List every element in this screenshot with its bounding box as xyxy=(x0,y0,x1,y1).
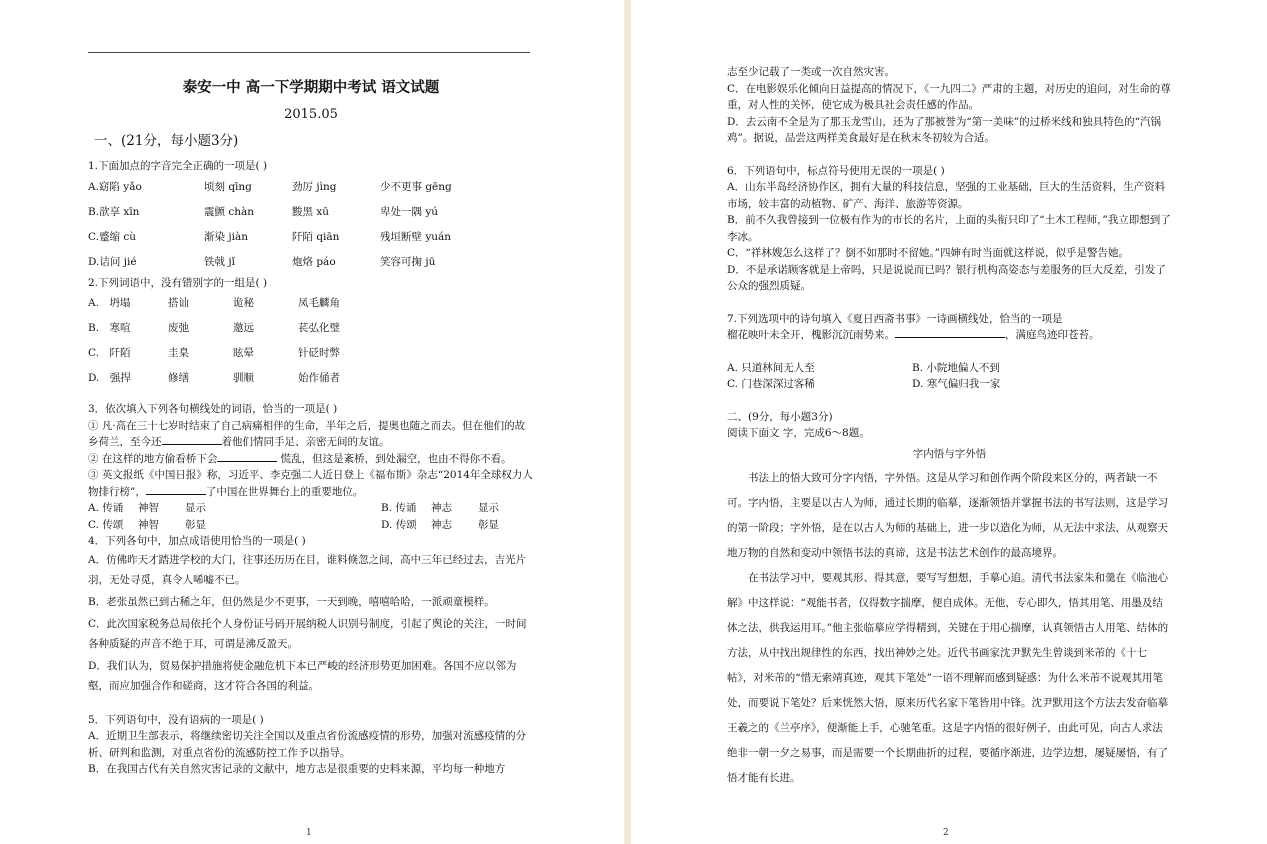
question-4-stem: 4．下列各句中，加点成语使用恰当的一项是( ) xyxy=(88,535,306,547)
q1-c2: 渐染 jiàn xyxy=(204,230,248,243)
q3-opt: 神智 xyxy=(138,502,159,514)
page-2 xyxy=(631,0,1267,844)
question-6-option-b: B．前不久我曾接到一位极有作为的市长的名片，上面的头衔只印了“土木工程师，”我立即想到了李冰。 xyxy=(727,214,1171,243)
q2-a3: 诡秘 xyxy=(233,297,254,309)
q2-b1: B. 寒喧 xyxy=(88,322,131,334)
q3-opt: C. 传颂 xyxy=(88,518,124,531)
question-7-options xyxy=(727,360,1172,393)
q2-c2: 圭臬 xyxy=(168,347,189,359)
question-6-option-c: C．“祥林嫂怎么这样了？倒不如那时不留她。”四婶有时当面就这样说，似乎是警告她。 xyxy=(727,247,1130,259)
q2-c4: 针砭时弊 xyxy=(298,347,340,359)
question-5-option-b-cont: 志至少记载了一类或一次自然灾害。 xyxy=(727,66,895,78)
q1-a4: 少不更事 gēng xyxy=(380,180,452,193)
header-rule xyxy=(88,52,530,53)
q2-d1: D. 强捍 xyxy=(88,372,131,384)
q1-a3: 劲厉 jìng xyxy=(292,180,337,193)
page-2-content xyxy=(727,64,1172,791)
q1-d1: D.诘问 jié xyxy=(88,255,137,268)
q3-opt: D. 传颂 xyxy=(381,518,417,531)
page-1 xyxy=(0,0,624,844)
q2-a4: 凤毛麟角 xyxy=(298,297,340,309)
q3-opt: 显示 xyxy=(478,502,499,514)
question-3-stem: 3．依次填入下列各句横线处的词语，恰当的一项是( ) xyxy=(88,403,338,415)
q1-d2: 铁戟 jǐ xyxy=(204,255,235,268)
q2-a2: 搭讪 xyxy=(168,297,189,309)
section-heading-2: 二、(9分，每小题3分) xyxy=(727,410,833,423)
question-3-options xyxy=(88,500,534,533)
fill-blank xyxy=(895,327,1005,338)
page-1-content xyxy=(88,64,534,778)
q1-b1: B.歆享 xīn xyxy=(88,205,140,218)
q3-opt: 彰显 xyxy=(185,518,206,531)
question-1-stem: 1.下面加点的字音完全正确的一项是( ) xyxy=(88,160,268,172)
q2-d3: 驯顺 xyxy=(233,372,254,384)
q3-opt: B. 传诵 xyxy=(381,502,417,514)
q3-opt: 神志 xyxy=(431,502,452,514)
q7-option-d: D. 寒气偏归我一家 xyxy=(912,378,1001,390)
q2-b2: 废弛 xyxy=(168,322,189,334)
page-number: 1 xyxy=(306,828,312,838)
question-6-stem: 6．下列语句中，标点符号使用无误的一项是( ) xyxy=(727,164,945,177)
q2-c3: 眩晕 xyxy=(233,347,254,359)
q3-opt: 神智 xyxy=(138,518,159,531)
q1-c4: 残垣断壁 yuán xyxy=(380,230,452,243)
q1-b2: 震颤 chàn xyxy=(204,205,255,218)
q1-c1: C.蹙缩 cù xyxy=(88,230,136,243)
q7-option-b: B. 小院地偏人不到 xyxy=(912,361,1000,374)
q3-opt: 神志 xyxy=(431,518,452,531)
question-3-sentence-3: ③ 英文报纸《中国日报》称，习近平、李克强二人近日登上《福布斯》杂志“2014年全球权力人物排行榜”， 了中国在世界舞台上的重要地位。 xyxy=(88,469,533,498)
question-5-option-b: B．在我国古代有关自然灾害记录的文献中，地方志是很重要的史料来源，平均每一种地方 xyxy=(88,763,506,775)
q3-opt: 彰显 xyxy=(478,518,499,531)
question-5-option-d: D．去云南不全是为了那玉龙雪山，还为了那被誉为“第一美味”的过桥米线和独具特色的“汽锅鸡”。据说，品尝这两样美食最好是在秋末冬初较为合适。 xyxy=(727,115,1162,144)
q2-a1: A. 坍塌 xyxy=(88,297,131,309)
question-1-options xyxy=(88,175,534,275)
q3-opt: 显示 xyxy=(185,502,206,514)
q1-d3: 炮烙 páo xyxy=(292,255,336,268)
exam-date: 2015.05 xyxy=(284,107,338,122)
question-5-option-a: A．近期卫生部表示，将继续密切关注全国以及重点省份流感疫情的形势，加强对流感疫情的分析、研判和监测，对重点省份的流感防控工作予以指导。 xyxy=(88,730,527,759)
q7-option-c: C. 门巷深深过客稀 xyxy=(727,378,815,390)
q2-d2: 修缮 xyxy=(168,372,189,384)
question-4-option-a: A．仿佛昨天才踏进学校的大门，往事还历历在目，谁料倏忽之间，高中三年已经过去，吉光片羽，无处寻觅，真令人唏嘘不已。 xyxy=(88,553,527,586)
exam-title: 泰安一中 高一下学期期中考试 语文试题 xyxy=(182,79,440,96)
q2-b3: 邀远 xyxy=(233,322,254,334)
question-4-option-b: B．老张虽然已到古稀之年，但仍然是少不更事，一天到晚，嘻嘻哈哈，一派顽童模样。 xyxy=(88,595,495,608)
q1-b3: 黢黑 xū xyxy=(292,205,330,218)
q2-c1: C. 阡陌 xyxy=(88,347,131,359)
question-2-options xyxy=(88,291,534,391)
question-5-option-c: C．在电影娱乐化倾向日益提高的情况下，《一九四二》严肃的主题，对历史的追问，对生命的尊重，对人性的关怀，使它成为极具社会责任感的作品。 xyxy=(727,82,1171,111)
q7-option-a: A. 只道林间无人至 xyxy=(727,361,815,374)
q2-b4: 苌弘化璧 xyxy=(298,322,340,334)
article-paragraph-2: 在书法学习中，要观其形、得其意，要写写想想，手摹心追。清代书法家朱和羹在《临池心解》中这样说：“观能书者，仅得数字揣摩，便自成体。无他，专心即久，悟其用笔、用墨及结体之法，供我运用耳。”他主张临摹应学得精到，关键在于用心揣摩，认真领悟古人用笔、结体的方法，从中找出规律性的东西，找出神妙之处。近代书画家沈尹默先生曾谈到米芾的《十七帖》，对米芾的“惜无索靖真迹，观其下笔处”一语不理解而感到疑惑：为什么米芾不说观其用笔处，而要说下笔处？后来恍然大悟，原来历代名家下笔皆用中锋。沈尹默用这个方法去发奋临摹王羲之的《兰亭序》，便渐能上手，心驰笔重。这是字内悟的很好例子，由此可见，向古人求法绝非一朝一夕之易事，而是需要一个长期曲折的过程，要循序渐进，边学边想，屡疑屡悟，有了悟才能有长进。 xyxy=(727,572,1169,784)
page-number: 2 xyxy=(943,828,949,838)
question-4-option-c: C．此次国家税务总局依托个人身份证号码开展纳税人识别号制度，引起了舆论的关注，一时间各种质疑的声音不绝于耳，可谓是沸反盈天。 xyxy=(88,617,527,650)
question-6-option-d: D．不是承诺顾客就是上帝吗，只是说说而已吗？银行机构高姿态与差服务的巨大反差，引发了公众的强烈质疑。 xyxy=(727,263,1166,292)
q1-b4: 卑处一隅 yú xyxy=(380,205,439,218)
fill-blank xyxy=(146,484,206,495)
question-3-sentence-1: ① 凡·高在三十七岁时结束了自己病痛相伴的生命，半年之后，提奥也随之而去。但在他们的故乡荷兰，至今还 着他们情同手足、亲密无间的友谊。 xyxy=(88,419,526,448)
q1-a1: A.窈陷 yǎo xyxy=(88,180,142,193)
reading-intro: 阅读下面文 字，完成6～8题。 xyxy=(727,427,870,439)
question-3-sentence-2: ② 在这样的地方偷看桥下会 慌乱，但这是紊桥，到处漏空，也由不得你不看。 xyxy=(88,452,512,465)
question-6-option-a: A．山东半岛经济协作区，拥有大量的科技信息，坚强的工业基础，巨大的生活资料，生产资料市场，较丰富的动植物、矿产、海洋、旅游等资源。 xyxy=(727,181,1166,210)
question-7-stem: 7.下列选项中的诗句填入《夏日西斋书事》一诗画横线处，恰当的一项是 xyxy=(727,312,1063,325)
question-5-stem: 5．下列语句中，没有语病的一项是( ) xyxy=(88,713,264,726)
fill-blank xyxy=(162,434,222,445)
q1-d4: 笑容可掬 jū xyxy=(380,255,436,268)
question-2-stem: 2.下列词语中，没有错别字的一组是( ) xyxy=(88,276,268,289)
q3-opt: A. 传诵 xyxy=(88,502,124,514)
article-paragraph-1: 书法上的悟大致可分字内悟，字外悟。这是从学习和创作两个阶段来区分的，两者缺一不可。字内悟，主要是以古人为师，通过长期的临摹，逐渐领悟并掌握书法的书写法则，这是学习的第一阶段；字外悟，是在以古人为师的基础上，进一步以造化为师，从无法中求法，从观察天地万物的自然和变动中领悟书法的真谛，这是书法艺术创作的最高境界。 xyxy=(727,472,1168,559)
q1-a2: 顷刻 qīng xyxy=(204,180,252,193)
q2-d4: 始作俑者 xyxy=(298,372,340,384)
article-title: 字内悟与字外悟 xyxy=(912,447,987,460)
section-heading-1: 一、(21分，每小题3分) xyxy=(94,133,239,149)
fill-blank xyxy=(217,451,277,462)
question-4-option-d: D．我们认为，贸易保护措施将使金融危机下本已严峻的经济形势更加困难。各国不应以邻为壑，而应加强合作和磋商，这才符合各国的利益。 xyxy=(88,659,517,692)
q1-c3: 阡陌 qiān xyxy=(292,230,340,243)
question-7-poem-line: 榴花映叶未全开，槐影沉沉雨势来。 ，满庭鸟迹印苍苔。 xyxy=(727,329,1100,341)
